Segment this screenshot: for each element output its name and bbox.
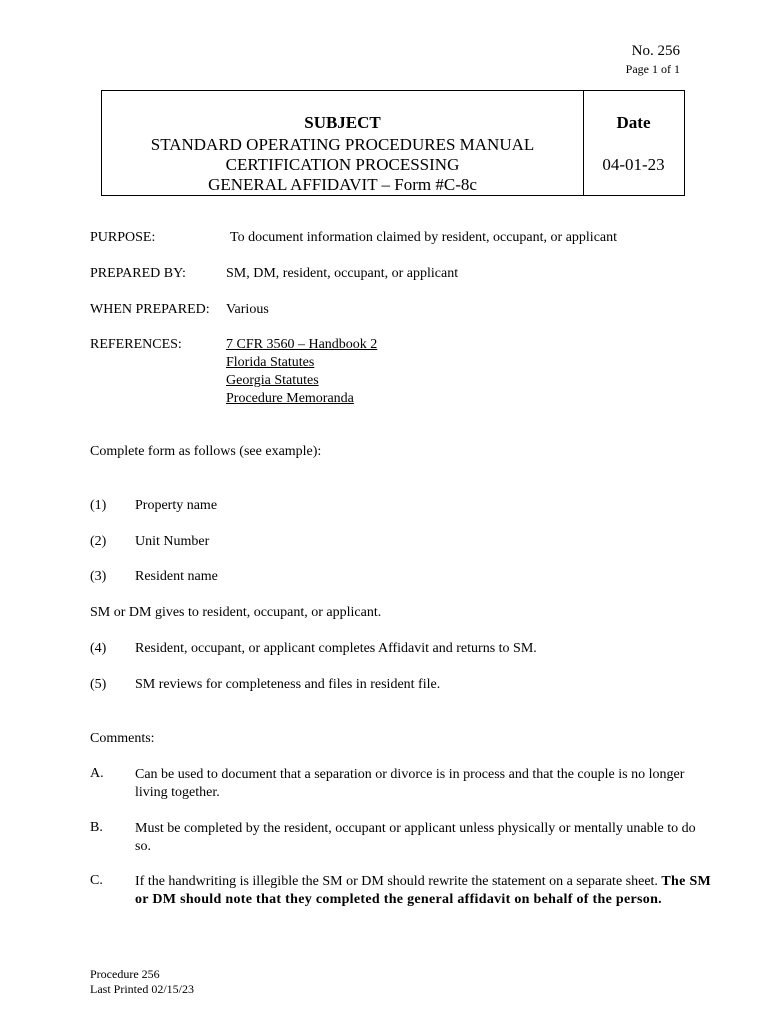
subject-line-1: STANDARD OPERATING PROCEDURES MANUAL (150, 135, 535, 154)
instructions-intro: Complete form as follows (see example): (90, 444, 322, 459)
subject-date-table (101, 90, 685, 196)
step-number: (2) (90, 534, 107, 549)
instructions-middle: SM or DM gives to resident, occupant, or applicant. (90, 605, 382, 620)
comment-letter: B. (90, 820, 103, 835)
prepared-by-label: PREPARED BY: (90, 266, 186, 281)
footer-last-printed: Last Printed 02/15/23 (90, 982, 194, 996)
comment-text: Can be used to document that a separation or divorce is in process and that the couple is no longer living together. (135, 767, 685, 800)
page-indicator: Page 1 of 1 (625, 62, 680, 76)
comments-heading: Comments: (90, 731, 155, 746)
prepared-by-value: SM, DM, resident, occupant, or applicant (226, 266, 459, 281)
step-text: Unit Number (135, 534, 210, 549)
purpose-label: PURPOSE: (90, 230, 156, 245)
when-prepared-value: Various (226, 302, 269, 317)
comment-letter: A. (90, 766, 104, 781)
table-divider-vertical (583, 91, 584, 195)
comment-emphasis: The SM or DM should note that they completed the general affidavit on behalf of the person. (135, 874, 712, 907)
date-heading: Date (616, 113, 651, 132)
subject-heading: SUBJECT (304, 113, 381, 132)
comment-letter: C. (90, 873, 103, 888)
date-value: 04-01-23 (602, 155, 665, 174)
reference-link-memoranda[interactable]: Procedure Memoranda (226, 391, 354, 406)
subject-line-2: CERTIFICATION PROCESSING (225, 155, 460, 174)
purpose-value: To document information claimed by resident, occupant, or applicant (230, 230, 618, 245)
step-number: (3) (90, 569, 107, 584)
step-text: Resident name (135, 569, 218, 584)
reference-link-florida[interactable]: Florida Statutes (226, 355, 315, 370)
references-label: REFERENCES: (90, 337, 182, 352)
comment-text: If the handwriting is illegible the SM or DM should rewrite the statement on a separate sheet. (135, 874, 658, 889)
step-number: (5) (90, 677, 107, 692)
step-number: (4) (90, 641, 107, 656)
step-text: Resident, occupant, or applicant completes Affidavit and returns to SM. (135, 641, 537, 656)
subject-line-3: GENERAL AFFIDAVIT – Form #C-8c (208, 175, 477, 194)
footer-procedure: Procedure 256 (90, 967, 160, 981)
step-text: Property name (135, 498, 218, 513)
comment-text: Must be completed by the resident, occupant or applicant unless physically or mentally unable to do so. (135, 821, 696, 854)
step-number: (1) (90, 498, 107, 513)
step-text: SM reviews for completeness and files in resident file. (135, 677, 441, 692)
reference-link-georgia[interactable]: Georgia Statutes (226, 373, 319, 388)
comment-text-block (135, 873, 715, 909)
document-number: No. 256 (631, 43, 680, 59)
subject-text (102, 135, 583, 195)
reference-link-cfr[interactable]: 7 CFR 3560 – Handbook 2 (226, 337, 378, 352)
when-prepared-label: WHEN PREPARED: (90, 302, 210, 317)
